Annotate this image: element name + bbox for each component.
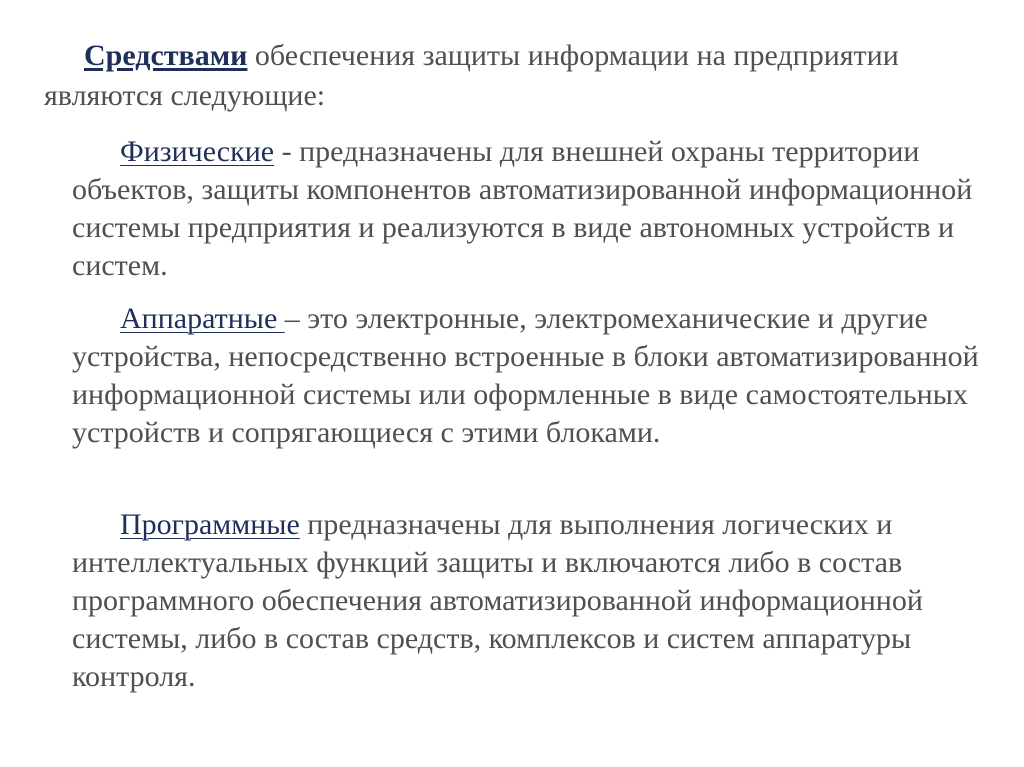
intro-term: Средствами [84, 39, 248, 72]
intro-text: обеспечения защиты информации на предприятии являются следующие: [44, 39, 899, 112]
software-means-paragraph [72, 506, 992, 696]
software-means-term: Программные [120, 508, 300, 541]
software-means-text: предназначены для выполнения логических и интеллектуальных функций защиты и включаются либо в состав программного обеспечения автоматизированной информационной системы, либо в состав средств, комплексов и систем аппаратуры контроля. [72, 508, 923, 693]
physical-means-text: - предназначены для внешней охраны территории объектов, защиты компонентов автоматизированной информационной системы предприятия и реализуются в виде автономных устройств и систем. [72, 135, 973, 282]
intro-paragraph [44, 36, 984, 116]
hardware-means-term: Аппаратные [120, 302, 285, 335]
physical-means-term: Физические [120, 135, 275, 168]
hardware-means-paragraph [72, 300, 992, 452]
hardware-means-text: – это электронные, электромеханические и другие устройства, непосредственно встроенные в блоки автоматизированной информационной системы или оформленные в виде самостоятельных устройств и сопрягающиеся с этими блоками. [72, 302, 979, 449]
physical-means-paragraph [72, 133, 992, 285]
